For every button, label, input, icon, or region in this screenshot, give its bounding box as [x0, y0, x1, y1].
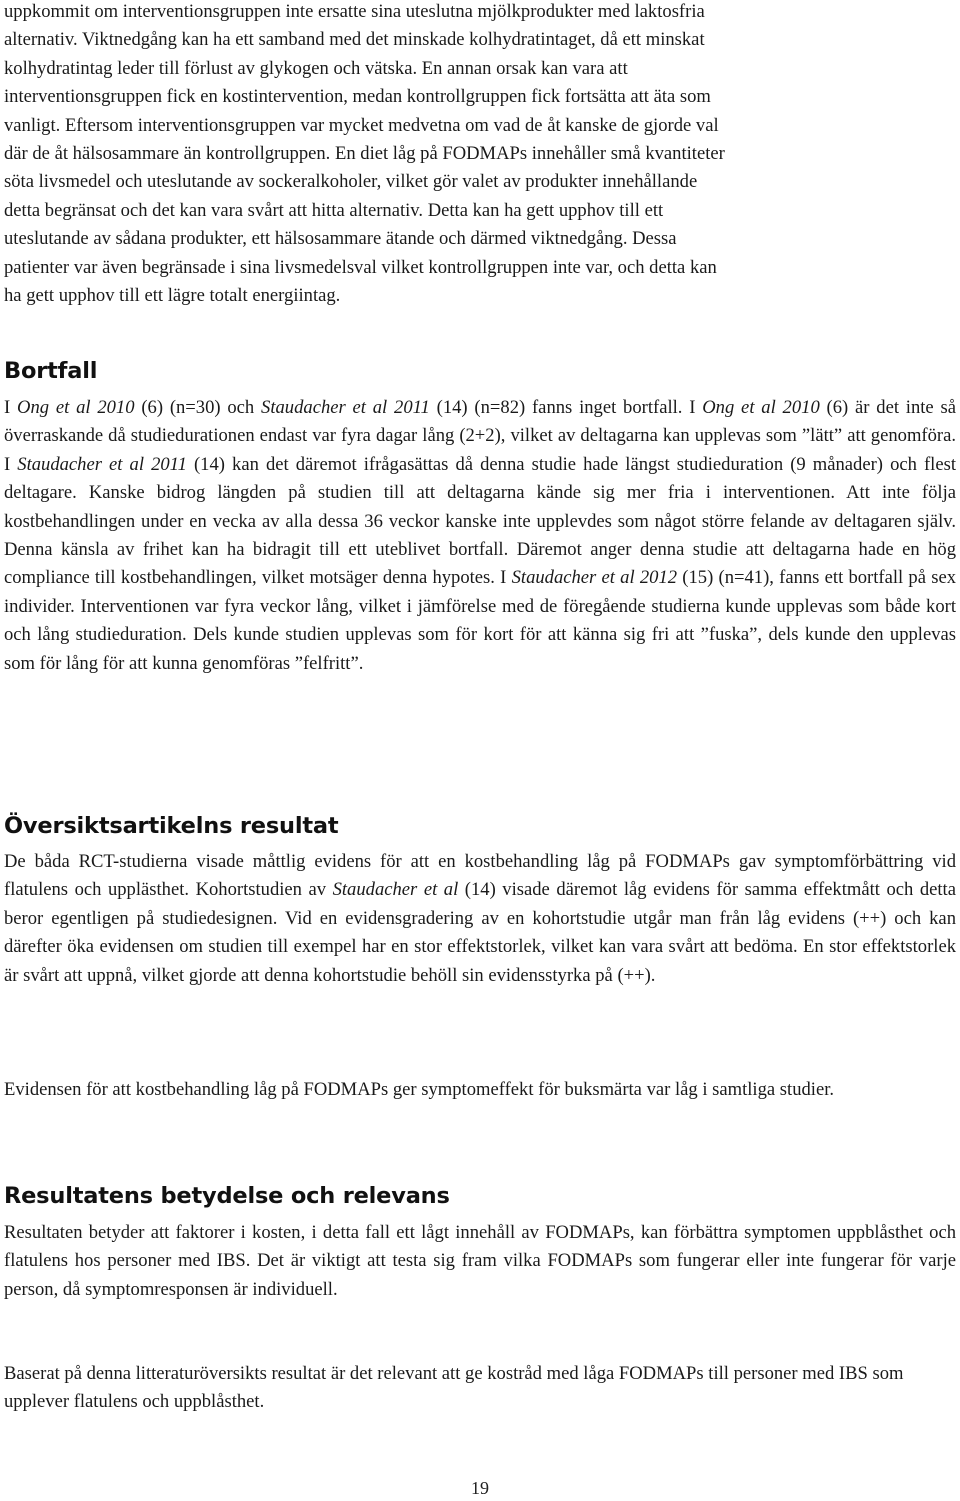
text-line: där de åt hälsosammare än kontrollgruppen. En diet låg på FODMAPs innehåller små kvantiteter	[4, 143, 725, 165]
text: (6) är det inte så överraskande då studiedurationen endast var fyra dagar lång (2+2), vilket av deltagarna kan upplevas som ”lätt” att genomföra. I	[4, 397, 956, 475]
text-line: ha gett upphov till ett lägre totalt energiintag.	[4, 285, 341, 307]
text-line: söta livsmedel och uteslutande av sockeralkoholer, vilket gör valet av produkter innehållande	[4, 171, 698, 193]
text-line: patienter var även begränsade i sina livsmedelsval vilket kontrollgruppen inte var, och detta kan	[4, 256, 717, 278]
resultatens-paragraph-2	[4, 1360, 956, 1417]
text: I	[4, 397, 11, 418]
oversikt-paragraph-1	[4, 848, 956, 990]
text-line: kolhydratintag leder till förlust av glykogen och vätska. En annan orsak kan vara att	[4, 57, 628, 79]
text: (14) visade däremot låg evidens för samma effektmått och detta beror egentligen på studiedesignen. Vid en evidensgradering av en kohortstudie utgår man från låg evidens (++) och kan därefter öka evidensen om studien till exempel har en stor effektstorlek, vilket kan vara svårt att bedöma. En stor effektstorlek är svårt att uppnå, vilket gjorde att denna kohortstudie behöll sin evidensstyrka på (++).	[4, 879, 956, 986]
text-line: alternativ. Viktnedgång kan ha ett samband med det minskade kolhydratintaget, då ett minskat	[4, 29, 705, 51]
text: (14) kan det däremot ifrågasättas då denna studie hade längst studieduration (9 månader) och flest deltagare. Kanske bidrog längden på studien till att deltagarna kände sig mer fria i interventionen. Att inte följa kostbehandlingen under en vecka av alla dessa 36 veckor kanske inte upplevdes som något större felande av deltagaren själv. Denna känsla av frihet kan ha bidragit till ett uteblivet bortfall. Däremot anger denna studie att deltagarna hade en hög compliance till kostbehandlingen, vilket motsäger denna hypotes. I	[4, 453, 957, 589]
text: (6) (n=30) och	[134, 397, 262, 418]
text-line: uteslutande av sådana produkter, ett hälsosammare ätande och därmed viktnedgång. Dessa	[4, 228, 677, 250]
text-line: detta begränsat och det kan vara svårt att hitta alternativ. Detta kan ha gett upphov till ett	[4, 199, 664, 221]
text: Evidensen för att kostbehandling låg på FODMAPs ger symptomeffekt för buksmärta var låg i samtliga studier.	[4, 1079, 835, 1100]
text: De båda RCT-studierna visade måttlig evidens för att en kostbehandling låg på FODMAPs gav symptomförbättring vid flatulens och upplästhet. Kohortstudien av	[4, 851, 956, 901]
resultatens-paragraph-1	[4, 1219, 956, 1304]
citation: Staudacher et al	[332, 879, 459, 901]
oversikt-paragraph-2	[4, 1076, 956, 1104]
text: Resultaten betyder att faktorer i kosten, i detta fall ett lågt innehåll av FODMAPs, kan förbättra symptomen uppblåsthet och flatulens hos personer med IBS. Det är viktigt att testa sig fram vilka FODMAPs som fungerar eller inte fungerar för varje person, då symptomresponsen är individuell.	[4, 1222, 956, 1300]
text: (14) (n=82) fanns inget bortfall. I	[429, 397, 703, 418]
citation: Staudacher et al 2011	[17, 453, 187, 475]
heading-bortfall: Bortfall	[4, 358, 98, 384]
bortfall-paragraph	[4, 394, 956, 678]
text-line: uppkommit om interventionsgruppen inte ersatte sina uteslutna mjölkprodukter med laktosfria	[4, 1, 705, 22]
citation: Ong et al 2010	[702, 397, 820, 418]
text-line: vanligt. Eftersom interventionsgruppen var mycket medvetna om vad de åt kanske de gjorde val	[4, 114, 719, 136]
page-number: 19	[471, 1478, 489, 1498]
citation: Staudacher et al 2012	[511, 567, 678, 589]
citation: Ong et al 2010	[17, 397, 135, 418]
text: (15) (n=41), fanns ett bortfall på sex individer. Interventionen var fyra veckor lång, vilket i jämförelse med de föregående studierna kunde upplevas som både kort och lång studieduration. Dels kunde studien upplevas som för kort för att känna sig fri att ”fuska”, dels kunde den upplevas som för lång för att kunna genomföras ”felfritt”.	[4, 567, 956, 674]
heading-oversikt: Översiktsartikelns resultat	[4, 813, 339, 839]
top-paragraph	[4, 0, 956, 310]
citation: Staudacher et al 2011	[261, 397, 430, 418]
text: Baserat på denna litteraturöversikts resultat är det relevant att ge kostråd med låga FODMAPs till personer med IBS som upplever flatulens och uppblåsthet.	[4, 1363, 904, 1413]
text-line: interventionsgruppen fick en kostintervention, medan kontrollgruppen fick fortsätta att äta som	[4, 86, 711, 108]
heading-resultatens: Resultatens betydelse och relevans	[4, 1183, 450, 1209]
